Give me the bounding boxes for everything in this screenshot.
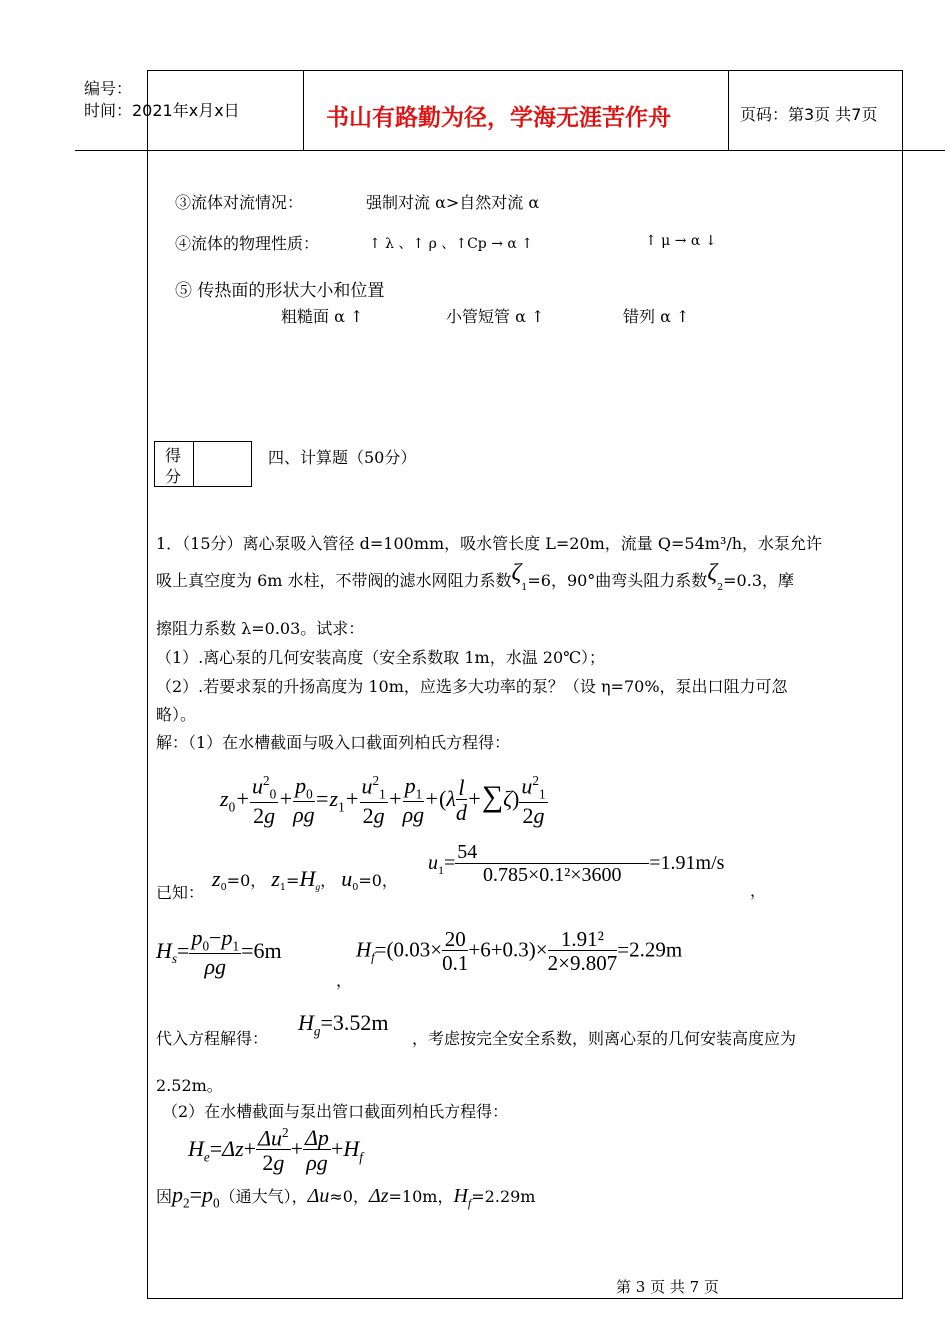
item5-label: ⑤ 传热面的形状大小和位置 xyxy=(175,281,385,301)
problem1-line2-b: =6，90°曲弯头阻力系数 xyxy=(527,571,708,590)
score-label-2: 分 xyxy=(165,467,182,486)
bernoulli-equation-1: $z_0+$ $\frac{u^2_0}{2g}$ + $\frac{p_0}{\rho g}$ $=z_1+$ $\frac{u^2_1}{2g}$ + $\frac{p_1}{\rho g}$ +(λ $\frac{l}{d}$ +∑ζ) $\frac{u^2_1}{2g}$ xyxy=(220,773,546,828)
time-label: 时间：2021年x月x日 xyxy=(84,101,240,120)
known-trailing-comma: ， xyxy=(750,881,767,900)
hf-frac2-num: 1.91² xyxy=(548,928,618,951)
hf2-value: =2.29m xyxy=(471,1187,536,1206)
motto-title: 书山有路勤为径，学海无涯苦作舟 xyxy=(326,104,671,131)
known-z0: =0， xyxy=(226,871,267,890)
item4-value: ↑ λ 、↑ ρ 、↑Cp → α ↑ xyxy=(369,236,534,252)
hf-frac1-den: 0.1 xyxy=(442,951,469,976)
u1-result: =1.91m/s xyxy=(649,852,725,875)
zeta2-sub: 2 xyxy=(717,582,724,594)
bernoulli-equation-2: $H_e=\Delta z+$ $\frac{\Delta u^2}{2g}$ + $\frac{\Delta p}{\rho g}$ $+H_f$ xyxy=(188,1125,363,1176)
hg-final: 2.52m。 xyxy=(156,1076,223,1095)
hf-frac1-num: 20 xyxy=(442,928,468,951)
hf-equation: $H_f=(0.03\times$ $\frac{20}{0.1}$ +6+0.3)× $\frac{\text{1.91²}}{2\times 9.807}$ =2.29m xyxy=(356,927,683,976)
known-z1: = xyxy=(286,871,300,890)
du-value: ≈0， xyxy=(329,1187,369,1206)
hg-equation: $H_g=3.52m$ xyxy=(298,1010,389,1039)
hg-value: =3.52m xyxy=(320,1010,389,1035)
score-box-divider xyxy=(193,441,194,486)
dz-value: =10m， xyxy=(388,1187,454,1206)
item5-rough: 粗糙面 α ↑ xyxy=(281,307,364,326)
zeta1-sub: 1 xyxy=(521,582,528,594)
hs-comma: ， xyxy=(336,971,353,990)
question-2b: 略）。 xyxy=(156,705,197,724)
zeta2-symbol: ζ xyxy=(707,560,718,586)
substitution-tail: ，考虑按完全安全系数，则离心泵的几何安装高度应为 xyxy=(412,1029,797,1048)
known-label: 已知： xyxy=(156,883,205,902)
item3-label: ③流体对流情况： xyxy=(175,193,304,212)
header-bottom-line xyxy=(75,150,945,151)
u1-numerator: 54 xyxy=(455,842,649,864)
problem1-line2-c: =0.3，摩 xyxy=(723,571,794,590)
problem1-line2-a: 吸上真空度为 6m 水柱，不带阀的滤水网阻力系数 xyxy=(156,571,512,590)
final-conditions: 因$p_2=p_0$（通大气），Δu≈0，Δz=10m，$H_f=2.29m$ xyxy=(156,1182,536,1211)
item5-small-tube: 小管短管 α ↑ xyxy=(446,307,545,326)
solution-1-intro: 解：（1）在水槽截面与吸入口截面列柏氏方程得： xyxy=(156,733,511,752)
header-divider-right xyxy=(728,70,729,150)
known-values: $z_0=0$， $z_1=H_g$， $u_0=0$， xyxy=(212,866,398,894)
hf-frac2-den: 2×9.807 xyxy=(547,951,618,976)
problem1-line3: 擦阻力系数 λ=0.03。试求： xyxy=(156,619,365,638)
item5-staggered: 错列 α ↑ xyxy=(623,307,690,326)
question-1: （1）.离心泵的几何安装高度（安全系数取 1m，水温 20℃）； xyxy=(156,648,606,667)
header-divider-left xyxy=(303,70,304,150)
u1-equation: $u_1=$ $\frac{54}{\text{0.785×0.1²×3600}}$ =1.91m/s xyxy=(428,841,725,886)
zeta1-symbol: ζ xyxy=(511,560,522,586)
u1-denominator: 0.785×0.1²×3600 xyxy=(483,864,622,886)
question-2a: （2）.若要求泵的升扬高度为 10m，应选多大功率的泵？（设 η=70%，泵出口阻力可忽 xyxy=(156,677,788,696)
score-label-1: 得 xyxy=(165,446,182,465)
hf-result: =2.29m xyxy=(617,937,683,962)
hs-equation: $H_s=$ $\frac{p_0-p_1}{\rho g}$ =6m xyxy=(156,925,282,980)
section4-title: 四、计算题（50分） xyxy=(268,448,417,467)
problem1-line2 xyxy=(156,560,794,594)
substitution-label: 代入方程解得： xyxy=(156,1029,269,1048)
serial-label: 编号： xyxy=(84,79,133,98)
problem1-line1: 1．（15分）离心泵吸入管径 d=100mm，吸水管长度 L=20m，流量 Q=54m³/h，水泵允许 xyxy=(156,534,823,553)
page-footer: 第 3 页 共 7 页 xyxy=(616,1278,719,1296)
atm-note: （通大气）， xyxy=(219,1187,308,1206)
solution-2-intro: （2）在水槽截面与泵出管口截面列柏氏方程得： xyxy=(162,1102,509,1121)
because-label: 因 xyxy=(156,1187,173,1206)
hs-result: =6m xyxy=(241,937,282,963)
hf-mid: +6+0.3)× xyxy=(468,937,548,962)
item3-value: 强制对流 α>自然对流 α xyxy=(366,193,540,212)
item4-label: ④流体的物理性质： xyxy=(175,234,320,253)
hf-expr: =(0.03× xyxy=(374,937,443,962)
known-u0: =0， xyxy=(358,871,398,890)
item4-value-2: ↑ μ → α ↓ xyxy=(645,233,717,249)
page-number-label: 页码：第3页 共7页 xyxy=(740,105,878,124)
